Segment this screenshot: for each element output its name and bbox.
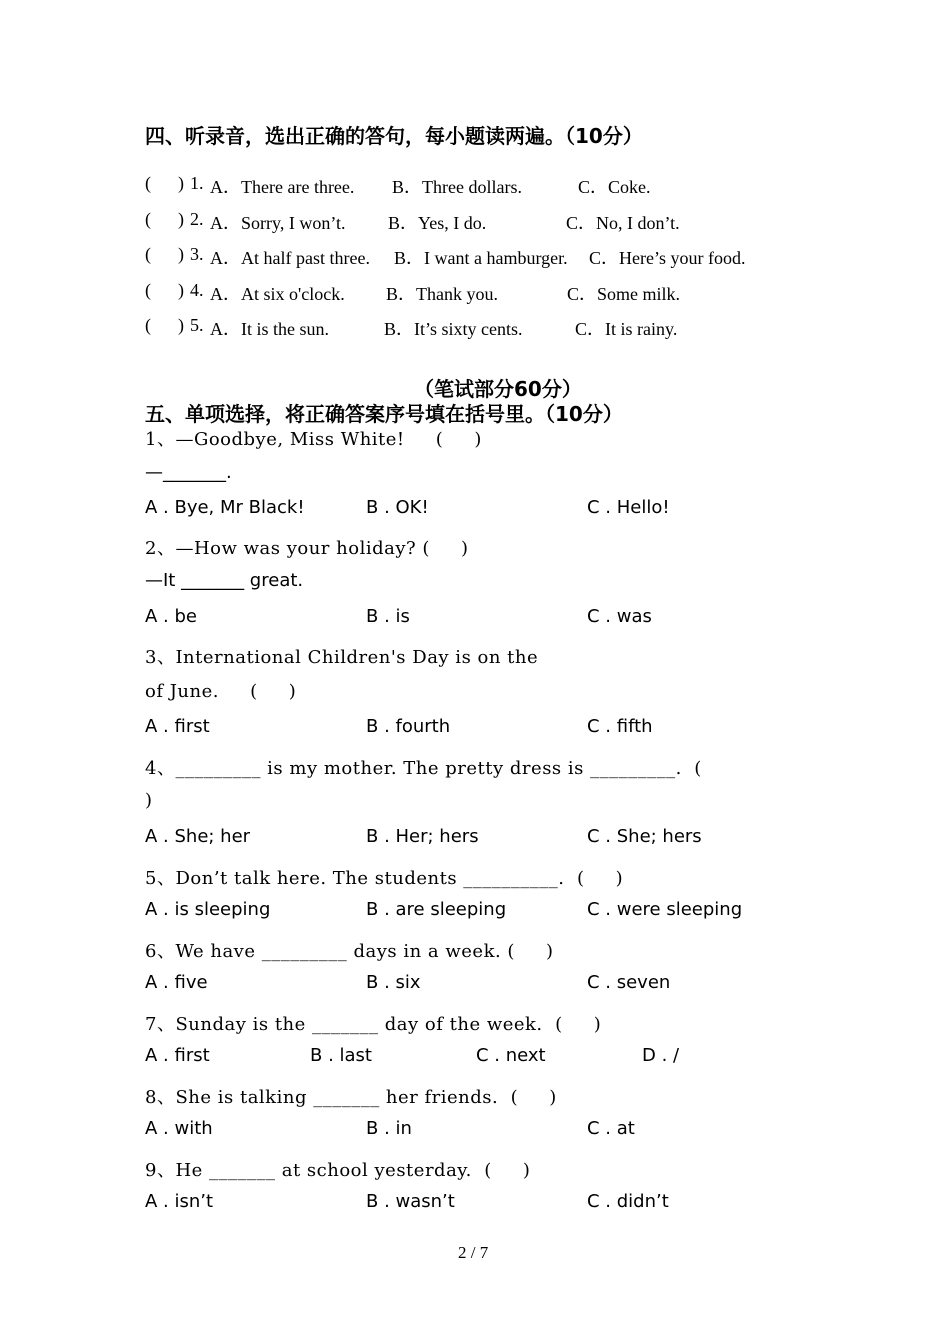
answer-bracket: ( ) [145, 209, 184, 229]
q7-option-b: B . last [310, 1045, 372, 1066]
option-a: A．At half past three. [210, 248, 370, 268]
question-1-answer-line: —_______. [145, 462, 232, 483]
q3-option-b: B . fourth [366, 716, 451, 737]
option-c: C．It is rainy. [575, 319, 678, 339]
question-1: 1、—Goodbye, Miss White! ( ) [145, 429, 482, 450]
question-9: 9、He _______ at school yesterday. ( ) [145, 1160, 531, 1181]
q7-option-c: C . next [476, 1045, 546, 1066]
q4-option-b: B . Her; hers [366, 826, 479, 847]
q6-option-a: A . five [145, 972, 208, 993]
q6-option-c: C . seven [587, 972, 671, 993]
q2-option-a: A . be [145, 606, 197, 627]
q2-option-b: B . is [366, 606, 410, 627]
option-c: C．Coke. [578, 177, 651, 197]
item-number: 4. [190, 280, 204, 300]
option-a: A．It is the sun. [210, 319, 329, 339]
q8-option-a: A . with [145, 1118, 213, 1139]
q6-option-b: B . six [366, 972, 421, 993]
option-a: A．At six o'clock. [210, 284, 345, 304]
q3-option-a: A . first [145, 716, 210, 737]
question-6: 6、We have _________ days in a week. ( ) [145, 941, 554, 962]
question-7: 7、Sunday is the _______ day of the week. ( ) [145, 1014, 602, 1035]
q7-option-d: D . / [642, 1045, 680, 1066]
option-b: B．Thank you. [386, 284, 498, 304]
section-5-title: 五、单项选择，将正确答案序号填在括号里。（10分） [145, 402, 623, 426]
item-number: 1. [190, 173, 204, 193]
q7-option-a: A . first [145, 1045, 210, 1066]
option-a: A．There are three. [210, 177, 355, 197]
question-5: 5、Don’t talk here. The students __________. ( ) [145, 868, 624, 889]
question-2-answer-line: —It _______ great. [145, 570, 304, 591]
q8-option-c: C . at [587, 1118, 635, 1139]
item-number: 3. [190, 244, 204, 264]
q4-option-c: C . She; hers [587, 826, 702, 847]
option-b: B．Yes, I do. [388, 213, 487, 233]
q9-option-b: B . wasn’t [366, 1191, 455, 1212]
q8-option-b: B . in [366, 1118, 412, 1139]
page-number: 2 / 7 [458, 1243, 489, 1262]
option-a: A．Sorry, I won’t. [210, 213, 346, 233]
question-3: 3、International Children's Day is on the [145, 647, 539, 668]
q2-option-c: C . was [587, 606, 652, 627]
section-4-title: 四、听录音，选出正确的答句，每小题读两遍。（10分） [145, 124, 643, 148]
q5-option-a: A . is sleeping [145, 899, 271, 920]
q4-option-a: A . She; her [145, 826, 251, 847]
answer-bracket: ( ) [145, 280, 184, 300]
q9-option-a: A . isn’t [145, 1191, 214, 1212]
written-part-heading: （笔试部分60分） [414, 377, 582, 401]
question-3-continued: of June. ( ) [145, 681, 297, 702]
option-c: C．Some milk. [567, 284, 681, 304]
question-2: 2、—How was your holiday? ( ) [145, 538, 469, 559]
item-number: 5. [190, 315, 204, 335]
option-b: B．I want a hamburger. [394, 248, 568, 268]
q3-option-c: C . fifth [587, 716, 653, 737]
q5-option-c: C . were sleeping [587, 899, 743, 920]
q9-option-c: C . didn’t [587, 1191, 669, 1212]
answer-bracket: ( ) [145, 173, 184, 193]
option-c: C．No, I don’t. [566, 213, 680, 233]
option-c: C．Here’s your food. [589, 248, 746, 268]
question-4-continued: ) [145, 790, 153, 811]
option-b: B．Three dollars. [392, 177, 522, 197]
item-number: 2. [190, 209, 204, 229]
q5-option-b: B . are sleeping [366, 899, 507, 920]
answer-bracket: ( ) [145, 244, 184, 264]
q1-option-c: C . Hello! [587, 497, 670, 518]
q1-option-a: A . Bye, Mr Black! [145, 497, 305, 518]
option-b: B．It’s sixty cents. [384, 319, 523, 339]
question-4: 4、_________ is my mother. The pretty dress is _________. ( [145, 758, 702, 779]
answer-bracket: ( ) [145, 315, 184, 335]
q1-option-b: B . OK! [366, 497, 429, 518]
question-8: 8、She is talking _______ her friends. ( ) [145, 1087, 557, 1108]
